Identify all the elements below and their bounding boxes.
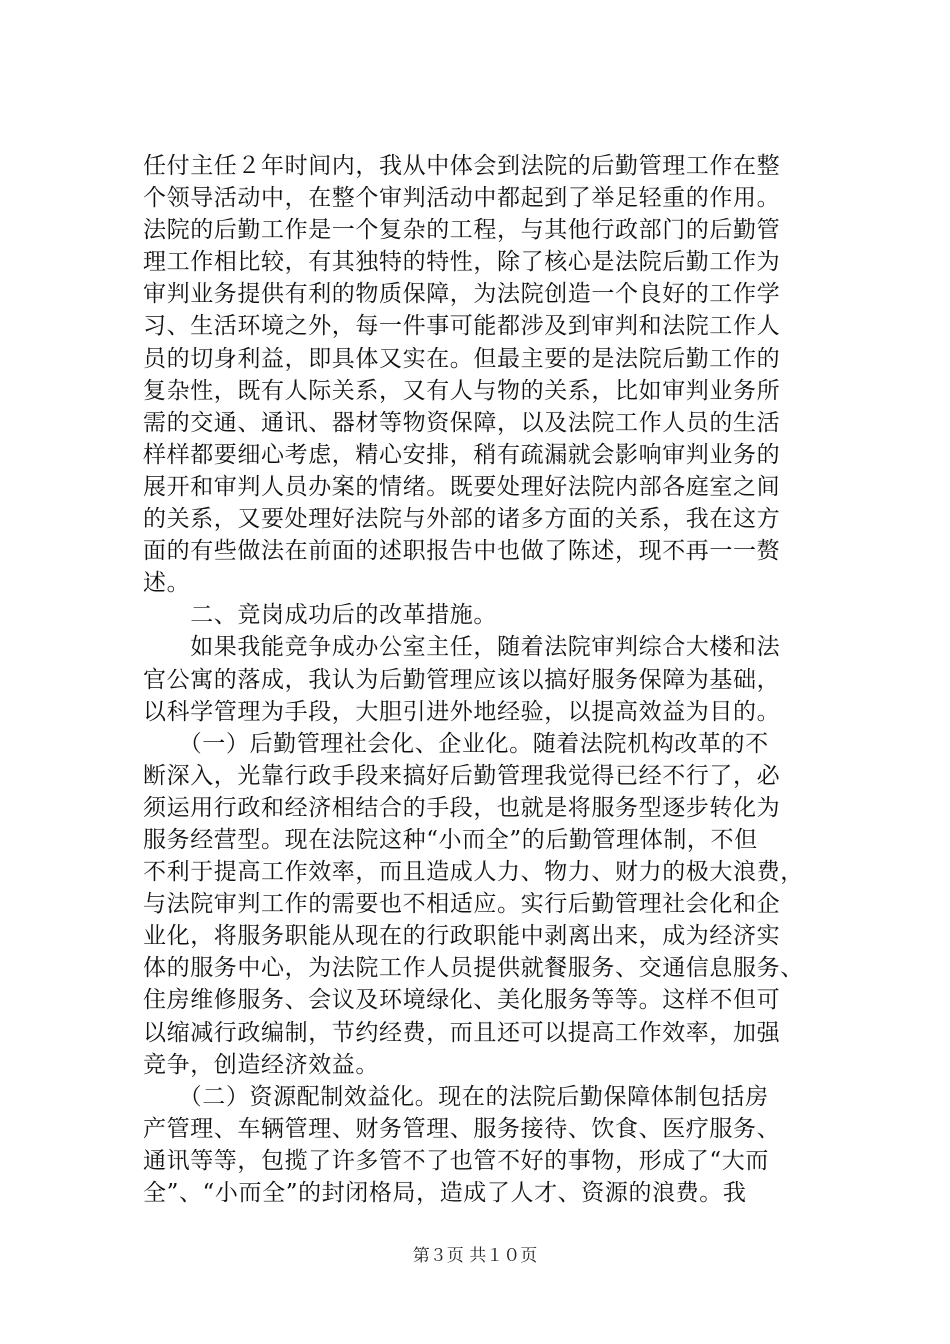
text-line: 与法院审判工作的需要也不相适应。实行后勤管理社会化和企 xyxy=(143,891,781,918)
text-line: 的关系，又要处理好法院与外部的诸多方面的关系，我在这方 xyxy=(143,506,781,533)
page-footer: 第３页 共１０页 xyxy=(412,1246,538,1266)
text-line: 习、生活环境之外，每一件事可能都涉及到审判和法院工作人 xyxy=(143,313,781,340)
text-line: 面的有些做法在前面的述职报告中也做了陈述，现不再一一赘 xyxy=(143,538,781,565)
text-line: 如果我能竞争成办公室主任，随着法院审判综合大楼和法 xyxy=(143,634,781,661)
text-line: 样样都要细心考虑，精心安排，稍有疏漏就会影响审判业务的 xyxy=(143,441,781,468)
text-line: 断深入，光靠行政手段来搞好后勤管理我觉得已经不行了，必 xyxy=(143,762,781,789)
text-line: 法院的后勤工作是一个复杂的工程，与其他行政部门的后勤管 xyxy=(143,217,781,244)
text-line: 业化，将服务职能从现在的行政职能中剥离出来，成为经济实 xyxy=(143,923,781,950)
text-line: 员的切身利益，即具体又实在。但最主要的是法院后勤工作的 xyxy=(143,345,781,372)
text-line: 通讯等等，包揽了许多管不了也管不好的事物，形成了“大而 xyxy=(143,1147,769,1174)
text-line: 以科学管理为手段，大胆引进外地经验，以提高效益为目的。 xyxy=(143,698,781,725)
text-line: 服务经营型。现在法院这种“小而全”的后勤管理体制，不但 xyxy=(143,826,758,853)
text-line: （一）后勤管理社会化、企业化。随着法院机构改革的不 xyxy=(143,730,769,757)
text-line: 竞争，创造经济效益。 xyxy=(143,1051,379,1078)
text-line: 展开和审判人员办案的情绪。既要处理好法院内部各庭室之间 xyxy=(143,473,781,500)
text-line: 需的交通、通讯、器材等物资保障，以及法院工作人员的生活 xyxy=(143,409,781,436)
text-line: 产管理、车辆管理、财务管理、服务接待、饮食、医疗服务、 xyxy=(143,1115,781,1142)
text-line: （二）资源配制效益化。现在的法院后勤保障体制包括房 xyxy=(143,1083,769,1110)
text-line: 体的服务中心，为法院工作人员提供就餐服务、交通信息服务、 xyxy=(143,955,804,982)
text-line: 理工作相比较，有其独特的特性，除了核心是法院后勤工作为 xyxy=(143,249,781,276)
text-line: 述。 xyxy=(143,570,191,597)
text-line: 个领导活动中，在整个审判活动中都起到了举足轻重的作用。 xyxy=(143,185,781,212)
text-line: 官公寓的落成，我认为后勤管理应该以搞好服务保障为基础， xyxy=(143,666,781,693)
text-line: 审判业务提供有利的物质保障，为法院创造一个良好的工作学 xyxy=(143,281,781,308)
text-line: 任付主任２年时间内，我从中体会到法院的后勤管理工作在整 xyxy=(143,153,781,179)
text-line: 住房维修服务、会议及环境绿化、美化服务等等。这样不但可 xyxy=(143,987,781,1014)
text-line: 以缩减行政编制，节约经费，而且还可以提高工作效率，加强 xyxy=(143,1019,781,1046)
text-line: 不利于提高工作效率，而且造成人力、物力、财力的极大浪费， xyxy=(143,859,804,886)
text-line: 复杂性，既有人际关系，又有人与物的关系，比如审判业务所 xyxy=(143,377,781,404)
text-line: 二、竞岗成功后的改革措施。 xyxy=(143,602,497,629)
document-body xyxy=(143,150,813,1209)
text-line: 须运用行政和经济相结合的手段，也就是将服务型逐步转化为 xyxy=(143,794,781,821)
text-line: 全”、“小而全”的封闭格局，造成了人才、资源的浪费。我 xyxy=(143,1180,747,1206)
